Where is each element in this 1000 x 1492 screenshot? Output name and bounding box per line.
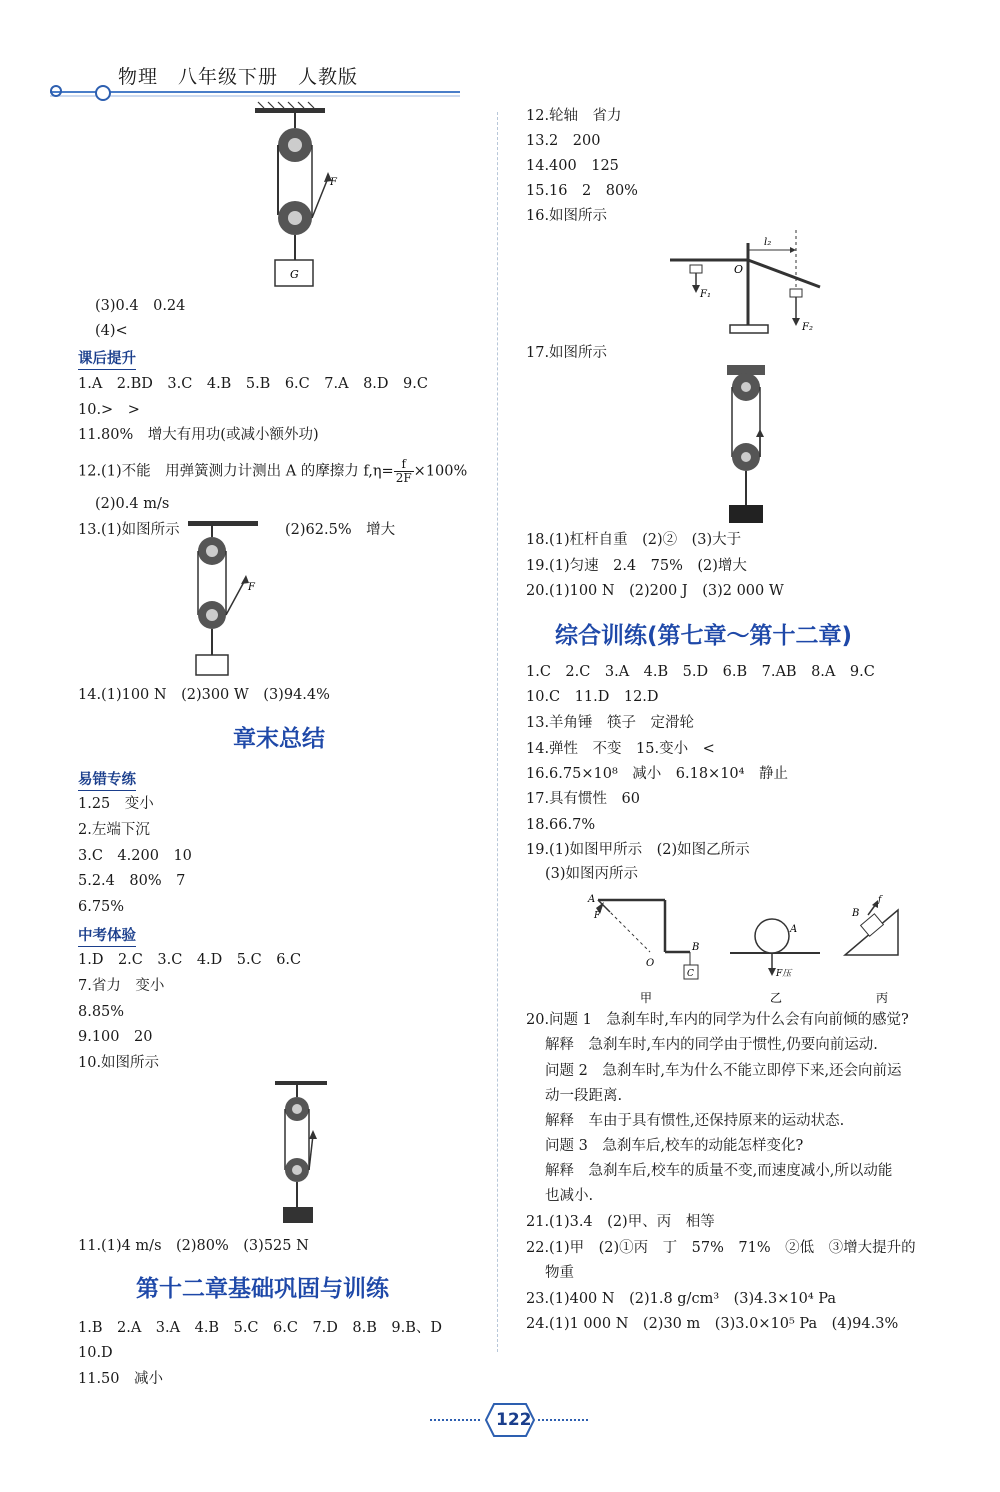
pulley-figure-q17 bbox=[715, 365, 775, 525]
answer-line-q12: 12.(1)不能 用弹簧测力计测出 A 的摩擦力 f,η= $\frac{f}{2F}$ ×100% bbox=[78, 457, 468, 485]
answer-line: 19.(1)匀速 2.4 75% (2)增大 bbox=[526, 558, 747, 574]
svg-text:F: F bbox=[248, 582, 255, 593]
pulley-figure-zhongkao bbox=[265, 1075, 345, 1230]
svg-text:乙: 乙 bbox=[770, 991, 783, 1005]
section-title-zonghe: 综合训练(第七章～第十二章) bbox=[555, 623, 853, 649]
answer-line: 解释 急刹车时,车内的同学由于惯性,仍要向前运动. bbox=[545, 1037, 878, 1053]
subheading-yicuo: 易错专练 bbox=[78, 768, 136, 791]
svg-text:A: A bbox=[790, 924, 798, 935]
header-title: 物理 八年级下册 人教版 bbox=[118, 66, 359, 88]
answer-line: 17.如图所示 bbox=[526, 345, 608, 361]
answer-line: 问题 3 急刹车后,校车的动能怎样变化? bbox=[545, 1138, 804, 1154]
answer-line: 1.C 2.C 3.A 4.B 5.D 6.B 7.AB 8.A 9.C bbox=[526, 664, 875, 680]
answer-line: 19.(1)如图甲所示 (2)如图乙所示 bbox=[526, 842, 750, 858]
answer-line: 13.2 200 bbox=[526, 133, 601, 149]
svg-text:F₂: F₂ bbox=[802, 322, 813, 333]
answer-line: 10.D bbox=[78, 1345, 113, 1361]
answer-line: (2)0.4 m/s bbox=[95, 496, 170, 512]
lever-figure-q16 bbox=[660, 225, 840, 345]
section-title-ch12: 第十二章基础巩固与训练 bbox=[136, 1276, 389, 1302]
answer-line: 6.75% bbox=[78, 899, 125, 915]
answer-line: 10.> > bbox=[78, 402, 140, 418]
label-f: F bbox=[330, 177, 337, 188]
answer-line: 20.(1)100 N (2)200 J (3)2 000 W bbox=[526, 583, 784, 599]
answer-line: 17.具有惯性 60 bbox=[526, 791, 641, 807]
answer-line: 也减小. bbox=[545, 1188, 594, 1204]
force-figures-q19 bbox=[580, 890, 910, 1010]
answer-line: 3.C 4.200 10 bbox=[78, 848, 192, 864]
svg-text:F压: F压 bbox=[776, 969, 792, 979]
answer-line: (4)< bbox=[95, 323, 128, 339]
answer-line: (2)62.5% 增大 bbox=[285, 522, 396, 538]
answer-line: 问题 2 急刹车时,车为什么不能立即停下来,还会向前运 bbox=[545, 1063, 902, 1079]
answer-line: 1.D 2.C 3.C 4.D 5.C 6.C bbox=[78, 952, 302, 968]
answer-line: 1.25 变小 bbox=[78, 796, 154, 812]
svg-text:B: B bbox=[692, 942, 700, 953]
answer-line: 动一段距离. bbox=[545, 1088, 623, 1104]
answer-line: 8.85% bbox=[78, 1004, 125, 1020]
column-divider bbox=[497, 112, 498, 1352]
answer-line: 物重 bbox=[545, 1265, 574, 1281]
answer-line: 18.(1)杠杆自重 (2)② (3)大于 bbox=[526, 532, 742, 548]
answer-line: 14.400 125 bbox=[526, 158, 619, 174]
svg-text:丙: 丙 bbox=[876, 991, 889, 1005]
svg-text:B: B bbox=[852, 908, 860, 919]
answer-line: 10.如图所示 bbox=[78, 1055, 160, 1071]
answer-line: 14.(1)100 N (2)300 W (3)94.4% bbox=[78, 687, 330, 703]
subheading-zhongkao: 中考体验 bbox=[78, 924, 136, 947]
answer-line: 13.(1)如图所示 bbox=[78, 522, 180, 538]
answer-line: 解释 急刹车后,校车的质量不变,而速度减小,所以动能 bbox=[545, 1163, 893, 1179]
svg-text:O: O bbox=[734, 263, 744, 276]
pulley-figure-q13 bbox=[170, 515, 280, 685]
answer-line: 12.轮轴 省力 bbox=[526, 108, 622, 124]
answer-line: 11.50 减小 bbox=[78, 1371, 164, 1387]
answer-line: 21.(1)3.4 (2)甲、丙 相等 bbox=[526, 1214, 715, 1230]
answer-line: 2.左端下沉 bbox=[78, 822, 150, 838]
answer-line: 11.80% 增大有用功(或减小额外功) bbox=[78, 427, 319, 443]
svg-text:f: f bbox=[878, 895, 882, 905]
svg-text:甲: 甲 bbox=[640, 991, 653, 1005]
header-decoration bbox=[0, 0, 500, 110]
pulley-figure-top bbox=[240, 100, 360, 300]
answer-line: 23.(1)400 N (2)1.8 g/cm³ (3)4.3×10⁴ Pa bbox=[526, 1291, 837, 1307]
answer-line: 22.(1)甲 (2)①丙 丁 57% 71% ②低 ③增大提升的 bbox=[526, 1240, 916, 1256]
svg-text:O: O bbox=[646, 958, 655, 969]
svg-text:F: F bbox=[594, 911, 601, 921]
label-g: G bbox=[290, 268, 299, 281]
answer-line: (3)0.4 0.24 bbox=[95, 298, 186, 314]
answer-line: 15.16 2 80% bbox=[526, 183, 638, 199]
answer-line: 18.66.7% bbox=[526, 817, 596, 833]
answer-line: 24.(1)1 000 N (2)30 m (3)3.0×10⁵ Pa (4)94.3% bbox=[526, 1316, 899, 1332]
answer-line: 10.C 11.D 12.D bbox=[526, 689, 659, 705]
answer-line: 14.弹性 不变 15.变小 < bbox=[526, 741, 715, 757]
subheading-kehou: 课后提升 bbox=[78, 347, 136, 370]
answer-line: 7.省力 变小 bbox=[78, 978, 165, 994]
answer-line: 11.(1)4 m/s (2)80% (3)525 N bbox=[78, 1238, 309, 1254]
svg-text:C: C bbox=[687, 969, 694, 979]
page-number: 122 bbox=[496, 1410, 532, 1430]
svg-text:A: A bbox=[588, 894, 596, 905]
svg-text:l₂: l₂ bbox=[764, 237, 772, 248]
page-number-badge bbox=[430, 1398, 590, 1442]
answer-line: 9.100 20 bbox=[78, 1029, 153, 1045]
answer-line: 5.2.4 80% 7 bbox=[78, 873, 186, 889]
section-title-zhangmo: 章末总结 bbox=[233, 726, 325, 752]
answer-line: 20.问题 1 急刹车时,车内的同学为什么会有向前倾的感觉? bbox=[526, 1012, 909, 1028]
answer-line: 16.如图所示 bbox=[526, 208, 608, 224]
svg-text:F₁: F₁ bbox=[700, 289, 711, 300]
answer-line: 16.6.75×10⁸ 减小 6.18×10⁴ 静止 bbox=[526, 766, 788, 782]
answer-line: 1.A 2.BD 3.C 4.B 5.B 6.C 7.A 8.D 9.C bbox=[78, 376, 428, 392]
answer-line: 解释 车由于具有惯性,还保持原来的运动状态. bbox=[545, 1113, 845, 1129]
answer-line: (3)如图丙所示 bbox=[545, 866, 639, 882]
answer-line: 13.羊角锤 筷子 定滑轮 bbox=[526, 715, 695, 731]
answer-line: 1.B 2.A 3.A 4.B 5.C 6.C 7.D 8.B 9.B、D bbox=[78, 1320, 443, 1336]
